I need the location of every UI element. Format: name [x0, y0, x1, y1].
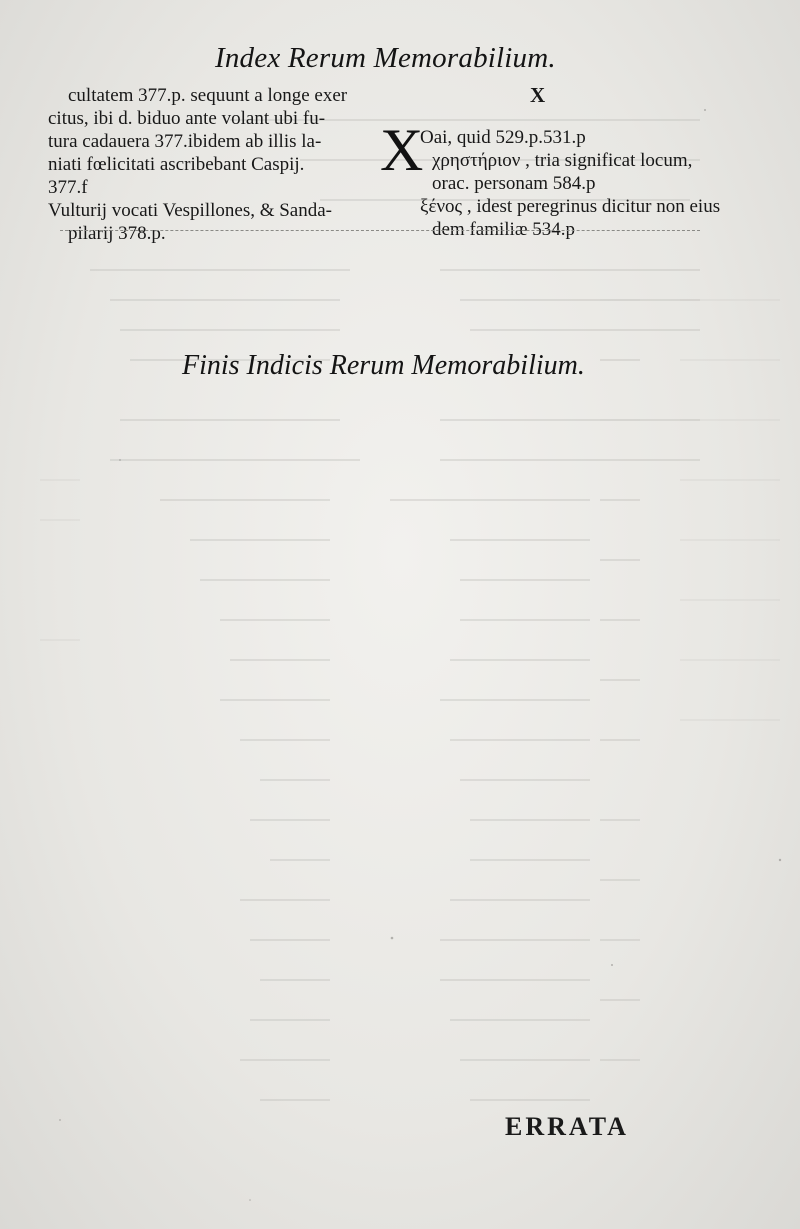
index-entry-line: ξένος , idest peregrinus dicitur non eius [420, 196, 721, 217]
index-entry-line: cultatem 377.p. sequunt a longe exer [68, 85, 348, 106]
running-title: Index Rerum Memorabilium. [215, 42, 556, 74]
section-letter-heading: X [530, 83, 546, 107]
index-entry-line: pilarij 378.p. [68, 223, 166, 244]
index-entry-line: dem familiæ 534.p [432, 219, 576, 240]
index-entry-line: 377.f [48, 177, 88, 198]
index-entry-line: orac. personam 584.p [432, 173, 596, 194]
index-entry-line: citus, ibi d. biduo ante volant ubi fu- [48, 108, 326, 129]
drop-cap-letter: X [380, 117, 424, 183]
index-entry-line: χρηστήριον , tria significat locum, [432, 150, 693, 171]
dashed-rule [60, 230, 700, 232]
index-entry-line: Oai, quid 529.p.531.p [420, 127, 586, 148]
index-entry-line: tura cadauera 377.ibidem ab illis la- [48, 131, 322, 152]
index-entry-line: niati fœlicitati ascribebant Caspij. [48, 154, 305, 175]
index-entries-right [420, 126, 720, 241]
catchword: ERRATA [505, 1112, 629, 1141]
finis-heading: Finis Indicis Rerum Memorabilium. [182, 350, 585, 381]
index-column-left [48, 84, 378, 245]
index-entry-line: Vulturij vocati Vespillones, & Sanda- [48, 200, 332, 221]
